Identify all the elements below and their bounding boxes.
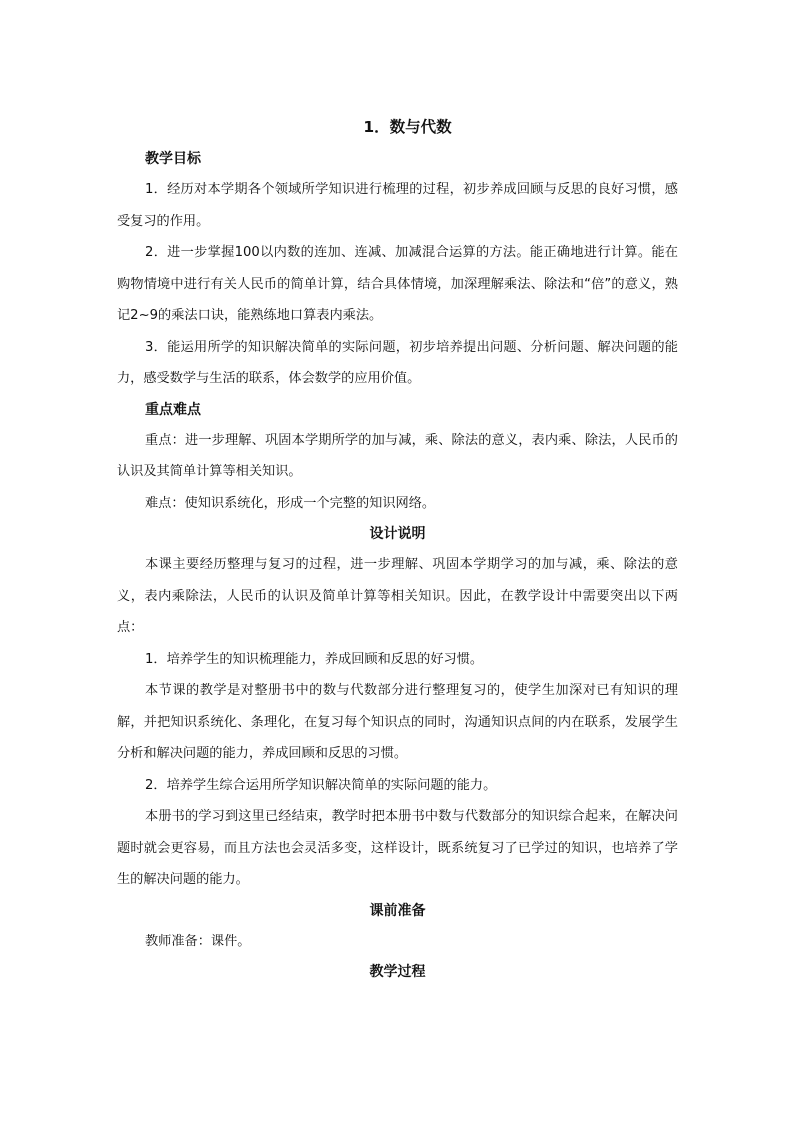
preparation-teacher: 教师准备：课件。 (145, 933, 251, 949)
goal-item-2: 2．进一步掌握100以内数的连加、连减、加减混合运算的方法。能正确地进行计算。能在购物情境中进行有关人民币的简单计算，结合具体情境，加深理解乘法、除法和“倍”的意义，熟记2~9的乘法口诀，能熟练地口算表内乘法。 (117, 245, 678, 323)
goal-item-1: 1．经历对本学期各个领域所学知识进行梳理的过程，初步养成回顾与反思的良好习惯，感受复习的作用。 (117, 182, 678, 229)
document-title: 1．数与代数 (363, 118, 452, 136)
key-point-focus: 重点：进一步理解、巩固本学期所学的加与减，乘、除法的意义，表内乘、除法，人民币的认识及其简单计算等相关知识。 (117, 432, 678, 479)
design-point-2-body: 本册书的学习到这里已经结束，教学时把本册书中数与代数部分的知识综合起来，在解决问题时就会更容易，而且方法也会灵活多变，这样设计，既系统复习了已学过的知识，也培养了学生的解决问题的能力。 (117, 809, 678, 887)
heading-teaching-process: 教学过程 (369, 964, 426, 980)
heading-design-notes: 设计说明 (369, 526, 426, 542)
key-point-difficulty: 难点：使知识系统化，形成一个完整的知识网络。 (145, 495, 436, 511)
design-point-1: 1．培养学生的知识梳理能力，养成回顾和反思的好习惯。 (145, 651, 484, 667)
design-point-2: 2．培养学生综合运用所学知识解决简单的实际问题的能力。 (145, 777, 497, 793)
goal-item-3: 3．能运用所学的知识解决简单的实际问题，初步培养提出问题、分析问题、解决问题的能力，感受数学与生活的联系，体会数学的应用价值。 (117, 339, 678, 386)
design-point-1-body: 本节课的教学是对整册书中的数与代数部分进行整理复习的，使学生加深对已有知识的理解，并把知识系统化、条理化，在复习每个知识点的同时，沟通知识点间的内在联系，发展学生分析和解决问题的能力，养成回顾和反思的习惯。 (117, 683, 678, 761)
heading-teaching-goals: 教学目标 (145, 151, 201, 167)
heading-key-points: 重点难点 (145, 401, 201, 418)
heading-preparation: 课前准备 (369, 902, 426, 919)
design-intro: 本课主要经历整理与复习的过程，进一步理解、巩固本学期学习的加与减，乘、除法的意义，表内乘除法，人民币的认识及简单计算等相关知识。因此，在教学设计中需要突出以下两点： (117, 557, 678, 635)
document-content (117, 114, 678, 987)
